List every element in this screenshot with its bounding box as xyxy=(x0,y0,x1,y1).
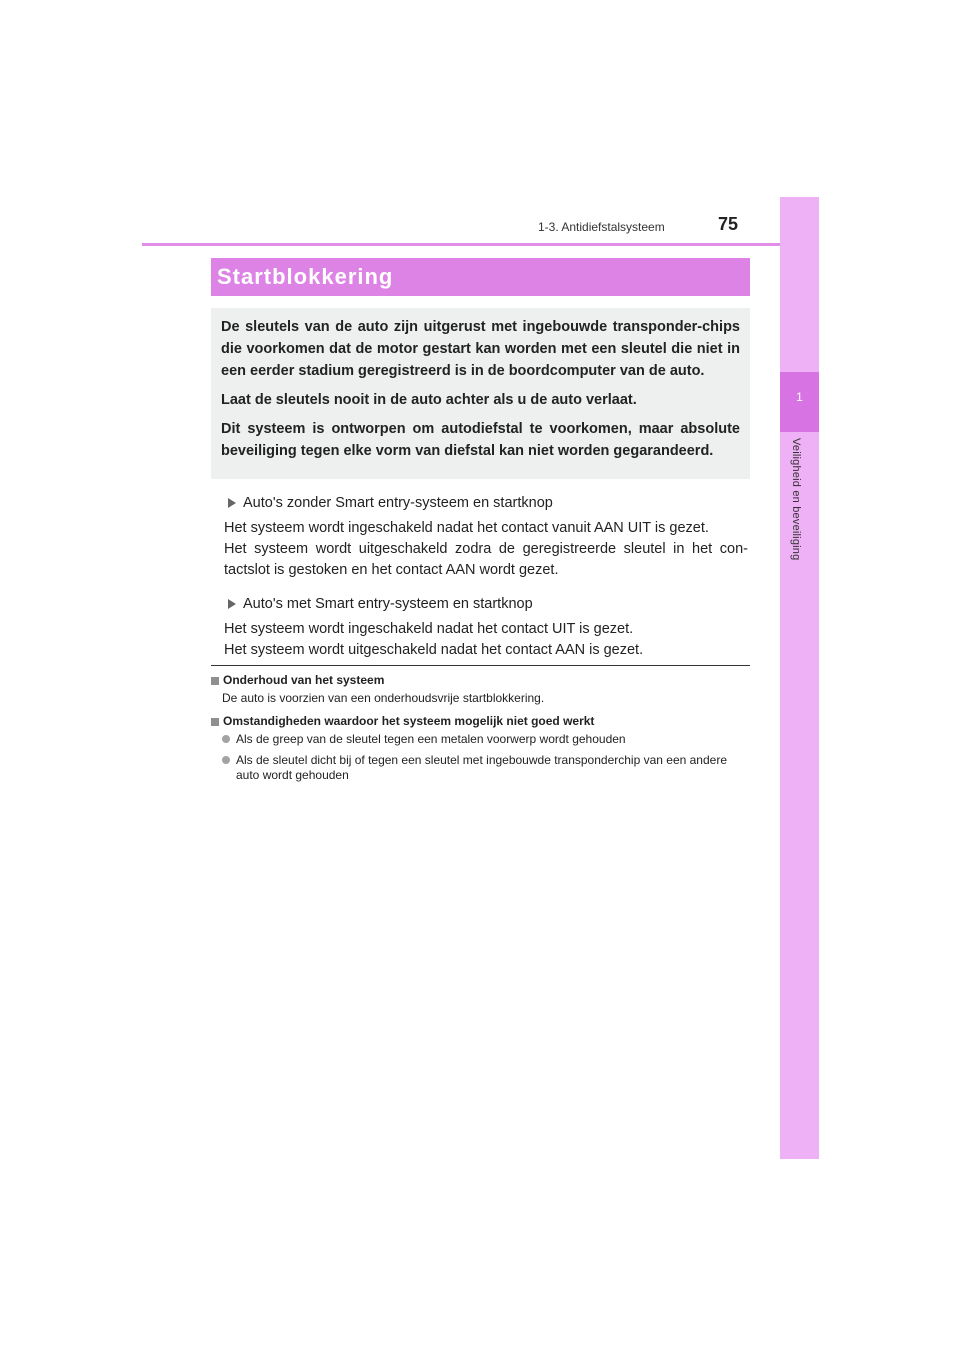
header-section-title: 1-3. Antidiefstalsysteem xyxy=(538,220,665,234)
intro-paragraph: Dit systeem is ontworpen om autodiefstal te voorkomen, maar absolute beveiliging tegen elke vorm van diefstal kan niet worden gegarandeerd. xyxy=(221,421,740,459)
section-title-bar xyxy=(211,258,750,296)
square-icon xyxy=(211,718,219,726)
note-heading-label: Onderhoud van het systeem xyxy=(223,673,385,687)
item-heading-label: Auto's met Smart entry-systeem en startknop xyxy=(243,596,533,612)
section-title: Startblokkering xyxy=(217,264,394,289)
item-text xyxy=(224,518,748,581)
note-text: De auto is voorzien van een onderhoudsvrije startblokkering. xyxy=(222,691,545,705)
item-text-line: Het systeem wordt uitgeschakeld zodra de geregistreerde sleutel in het con-tactslot is gestoken en het contact AAN wordt gezet. xyxy=(224,541,748,578)
note-heading xyxy=(211,673,750,688)
page-number: 75 xyxy=(718,214,739,234)
triangle-right-icon xyxy=(228,599,236,609)
chapter-number: 1 xyxy=(796,390,803,404)
header-divider xyxy=(142,243,818,246)
chapter-label: Veiligheid en beveiliging xyxy=(790,438,802,561)
item-heading xyxy=(224,492,748,514)
intro-paragraph: De sleutels van de auto zijn uitgerust met ingebouwde transponder-chips die voorkomen dat de motor gestart kan worden met een sleutel die niet in een eerder stadium geregistreerd is in de boordcomputer van de auto. xyxy=(221,319,740,379)
note-bullet xyxy=(222,732,750,747)
item-text xyxy=(224,619,748,661)
item-text-line: Het systeem wordt ingeschakeld nadat het contact UIT is gezet. xyxy=(224,621,634,637)
circle-icon xyxy=(222,735,230,743)
item-text-line: Het systeem wordt ingeschakeld nadat het contact vanuit AAN UIT is gezet. xyxy=(224,520,709,536)
item-text-line: Het systeem wordt uitgeschakeld nadat het contact AAN is gezet. xyxy=(224,642,644,658)
notes-divider xyxy=(211,665,750,666)
chapter-side-tab xyxy=(780,197,819,1159)
triangle-right-icon xyxy=(228,498,236,508)
note-heading xyxy=(211,714,750,729)
item-heading-label: Auto's zonder Smart entry-systeem en startknop xyxy=(243,495,553,511)
body-content xyxy=(224,492,748,673)
notes-section xyxy=(211,673,750,789)
item-heading xyxy=(224,593,748,615)
circle-icon xyxy=(222,756,230,764)
square-icon xyxy=(211,677,219,685)
note-bullet-text: Als de greep van de sleutel tegen een metalen voorwerp wordt gehouden xyxy=(236,732,626,746)
note-bullet xyxy=(222,753,750,783)
note-bullet-text: Als de sleutel dicht bij of tegen een sleutel met ingebouwde transponderchip van een andere auto wordt gehouden xyxy=(236,753,727,782)
intro-box xyxy=(211,308,750,479)
note-heading-label: Omstandigheden waardoor het systeem mogelijk niet goed werkt xyxy=(223,714,595,728)
intro-paragraph: Laat de sleutels nooit in de auto achter als u de auto verlaat. xyxy=(221,392,637,408)
